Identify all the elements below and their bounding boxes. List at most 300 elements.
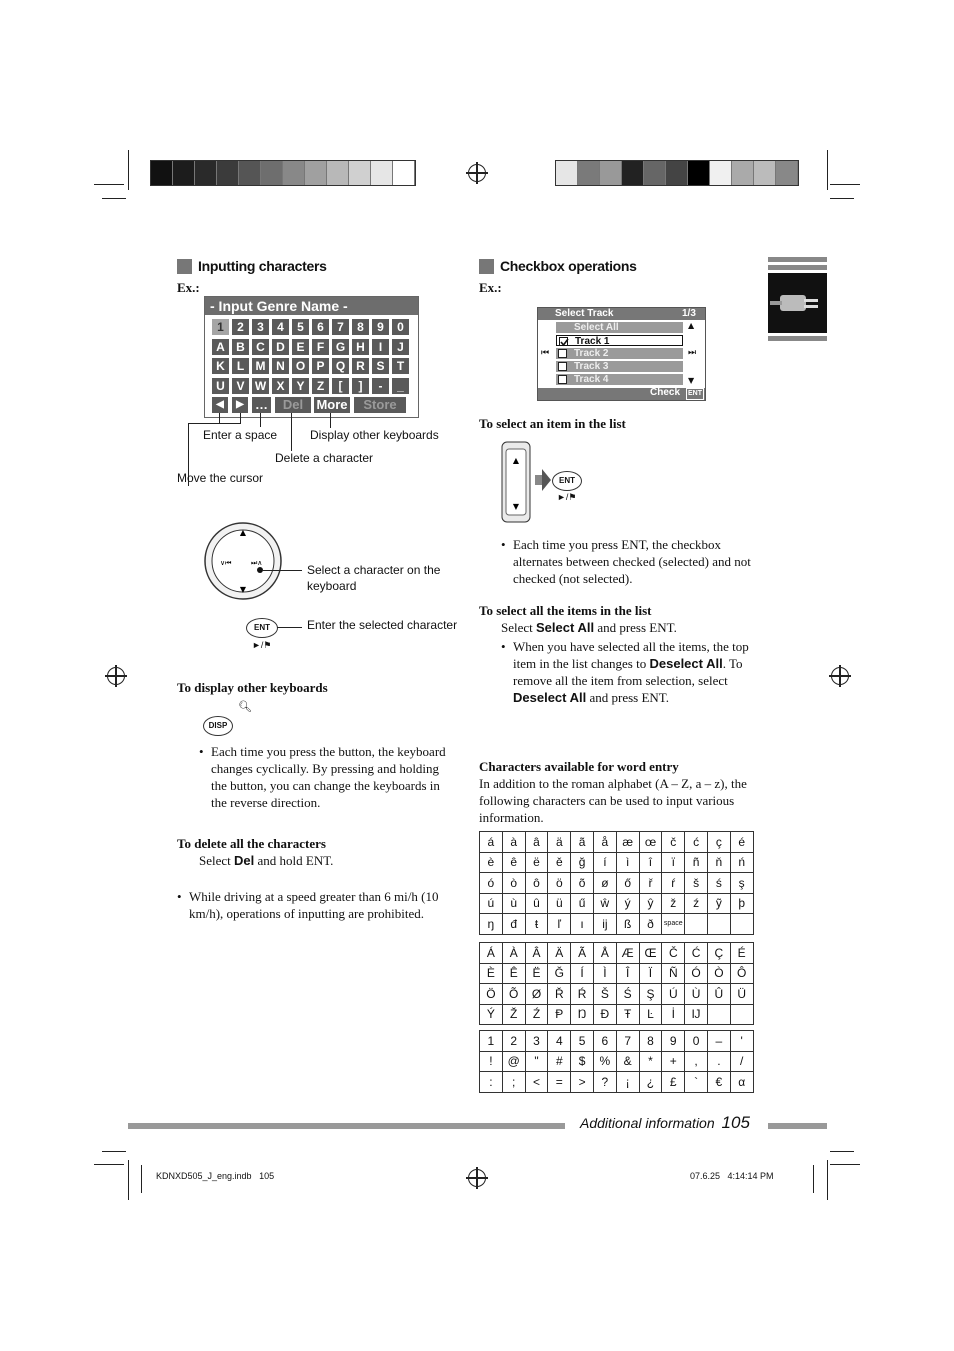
char-cell: £	[662, 1072, 685, 1093]
next-track-icon: ⏭	[688, 348, 697, 358]
char-cell: '	[730, 1031, 753, 1052]
char-cell: Ğ	[548, 963, 571, 984]
keyboard-key[interactable]: B	[232, 339, 249, 355]
callout-line	[260, 413, 261, 427]
svg-text:▲: ▲	[239, 528, 247, 537]
char-cell	[730, 1004, 753, 1025]
select-all-bullet-part: When you have selected all the items, the top item in the list changes to	[513, 639, 749, 671]
char-cell: Ĳ	[685, 1004, 708, 1025]
char-cell: Í	[571, 963, 594, 984]
heading-select-all: To select all the items in the list	[479, 603, 652, 618]
keyboard-key[interactable]: 0	[392, 319, 409, 335]
char-cell: 5	[571, 1031, 594, 1052]
delete-all-post: and hold ENT.	[254, 853, 334, 868]
char-cell: Ŧ	[616, 1004, 639, 1025]
char-cell: Ý	[480, 1004, 503, 1025]
char-cell: Õ	[502, 984, 525, 1005]
char-cell: ź	[685, 893, 708, 914]
plug-icon	[768, 273, 827, 333]
char-cell: Æ	[616, 943, 639, 964]
char-cell: :	[480, 1072, 503, 1093]
char-cell: space	[662, 914, 685, 935]
char-cell: ß	[616, 914, 639, 935]
char-cell: þ	[730, 893, 753, 914]
del-key[interactable]: Del	[275, 397, 311, 413]
bullet-dot: •	[501, 537, 506, 552]
checkbox[interactable]	[558, 362, 567, 371]
char-cell: Ŀ	[639, 1004, 662, 1025]
keyboard-key[interactable]: S	[372, 358, 389, 374]
char-cell: <	[525, 1072, 548, 1093]
section-heading-checkbox: Checkbox operations	[479, 258, 637, 274]
char-cell: Ã	[571, 943, 594, 964]
char-cell: ğ	[571, 852, 594, 873]
keyboard-key[interactable]: F	[312, 339, 329, 355]
keyboard-key[interactable]: T	[392, 358, 409, 374]
char-cell: ř	[639, 873, 662, 894]
keyboard-key[interactable]: 7	[332, 319, 349, 335]
callout-delete-char: Delete a character	[275, 451, 374, 465]
select-all-bullet	[513, 638, 758, 706]
char-cell: ì	[616, 852, 639, 873]
other-keyboards-text: Each time you press the button, the keyboard changes cyclically. By pressing and holding the button, you can change the keyboards in the reverse direction.	[211, 744, 446, 810]
char-cell: .	[707, 1051, 730, 1072]
keyboard-key[interactable]: 9	[372, 319, 389, 335]
char-table-row	[480, 852, 754, 873]
char-table-row	[480, 1051, 754, 1072]
char-cell: ĳ	[593, 914, 616, 935]
keyboard-key[interactable]: _	[392, 378, 409, 394]
char-cell: ?	[593, 1072, 616, 1093]
char-cell: Ŋ	[571, 1004, 594, 1025]
char-cell: #	[548, 1051, 571, 1072]
callout-line	[291, 413, 292, 451]
del-key-ref: Del	[234, 853, 255, 868]
char-cell	[707, 1004, 730, 1025]
char-table-lowercase	[479, 831, 754, 935]
char-cell: è	[480, 852, 503, 873]
callout-enter-selected: Enter the selected character	[307, 618, 458, 632]
char-cell: ľ	[548, 914, 571, 935]
char-cell: Ú	[662, 984, 685, 1005]
char-cell: Ç	[707, 943, 730, 964]
char-cell: ű	[571, 893, 594, 914]
char-cell: Ü	[730, 984, 753, 1005]
track-label: Track 3	[574, 361, 609, 372]
heading-chars: Characters available for word entry	[479, 759, 679, 774]
ent-sub-label: ►/⚑	[252, 640, 272, 650]
search-icon: 🔍︎	[238, 700, 252, 713]
track-label: Track 4	[574, 374, 609, 385]
screen-page: 1/3	[682, 308, 696, 319]
crop-mark	[830, 1164, 860, 1165]
char-cell: ỹ	[707, 893, 730, 914]
char-cell: à	[502, 832, 525, 853]
keyboard-key[interactable]: M	[252, 358, 269, 374]
bullet-dot: •	[199, 744, 204, 759]
char-cell: ŷ	[639, 893, 662, 914]
char-cell: ü	[548, 893, 571, 914]
footer-section-text: Additional information	[580, 1115, 715, 1131]
char-cell: Û	[707, 984, 730, 1005]
crop-mark	[141, 1165, 142, 1193]
space-key[interactable]: …	[252, 397, 271, 413]
cursor-left-key[interactable]: ◀	[212, 397, 228, 413]
callout-line	[219, 423, 241, 424]
keyboard-key[interactable]: R	[352, 358, 369, 374]
keyboard-key[interactable]: Q	[332, 358, 349, 374]
char-cell: ô	[525, 873, 548, 894]
ent-button-icon: ENT	[552, 471, 582, 491]
svg-text:⏭∧: ⏭∧	[251, 559, 263, 567]
keyboard-key[interactable]: [	[332, 378, 349, 394]
callout-line	[262, 570, 302, 571]
char-cell: ň	[707, 852, 730, 873]
select-all-pre: Select	[501, 620, 537, 635]
char-cell: >	[571, 1072, 594, 1093]
char-table-row	[480, 984, 754, 1005]
crop-mark	[827, 1160, 828, 1200]
select-all-row[interactable]	[556, 322, 683, 333]
char-cell: ý	[616, 893, 639, 914]
keyboard-key[interactable]: C	[252, 339, 269, 355]
char-cell: í	[593, 852, 616, 873]
char-cell: ø	[593, 873, 616, 894]
keyboard-key[interactable]: 6	[312, 319, 329, 335]
keyboard-key[interactable]: P	[312, 358, 329, 374]
ex-label: Ex.:	[479, 280, 502, 295]
track-label: Track 2	[574, 348, 609, 359]
char-table-row	[480, 943, 754, 964]
crop-mark	[94, 1164, 124, 1165]
char-cell: È	[480, 963, 503, 984]
crop-mark	[128, 150, 129, 190]
callout-enter-space: Enter a space	[203, 428, 278, 442]
char-cell: š	[685, 873, 708, 894]
keyboard-key[interactable]: A	[212, 339, 229, 355]
char-cell: 7	[616, 1031, 639, 1052]
chars-text: In addition to the roman alphabet (A – Z, a – z), the following characters can be used to input various information.	[479, 776, 747, 825]
ent-icon-label: ENT	[688, 390, 702, 397]
keyboard-key[interactable]: V	[232, 378, 249, 394]
control-dial-icon	[203, 521, 283, 601]
char-cell: ¡	[616, 1072, 639, 1093]
char-cell: Ä	[548, 943, 571, 964]
keyboard-key[interactable]: O	[292, 358, 309, 374]
keyboard-key[interactable]: -	[372, 378, 389, 394]
callout-display-other: Display other keyboards	[310, 428, 439, 442]
crop-mark	[102, 198, 126, 199]
char-table-row	[480, 963, 754, 984]
crop-mark	[94, 184, 124, 185]
char-cell: ñ	[685, 852, 708, 873]
char-cell: @	[502, 1051, 525, 1072]
char-table-row	[480, 893, 754, 914]
footer-section-label	[580, 1113, 750, 1133]
track-row[interactable]	[556, 335, 683, 346]
char-cell: &	[616, 1051, 639, 1072]
scroll-control-icon	[501, 441, 531, 525]
screen-title: Select Track	[555, 308, 614, 319]
callout-line	[188, 423, 220, 424]
char-cell: 6	[593, 1031, 616, 1052]
char-cell: ŵ	[593, 893, 616, 914]
crop-mark	[830, 198, 854, 199]
registration-mark-icon	[468, 164, 486, 182]
char-cell: 2	[502, 1031, 525, 1052]
char-cell: Ê	[502, 963, 525, 984]
char-cell: 4	[548, 1031, 571, 1052]
svg-text:▲: ▲	[512, 456, 520, 465]
char-cell: ;	[502, 1072, 525, 1093]
char-cell: ş	[730, 873, 753, 894]
char-cell: ŧ	[525, 914, 548, 935]
char-table-row	[480, 1072, 754, 1093]
char-cell: €	[707, 1072, 730, 1093]
char-cell: 1	[480, 1031, 503, 1052]
char-cell: ã	[571, 832, 594, 853]
char-cell: ù	[502, 893, 525, 914]
char-cell: đ	[502, 914, 525, 935]
select-track-screen	[537, 307, 706, 401]
callout-line	[330, 413, 331, 428]
char-cell: á	[480, 832, 503, 853]
select-all-key-ref: Select All	[536, 620, 595, 635]
keyboard-key[interactable]: 3	[252, 319, 269, 335]
select-all-post: and press ENT.	[594, 620, 677, 635]
char-cell: Ᵽ	[548, 1004, 571, 1025]
bullet-dot: •	[177, 889, 182, 904]
keyboard-key[interactable]: H	[352, 339, 369, 355]
crop-mark	[827, 150, 828, 190]
char-cell: Ö	[480, 984, 503, 1005]
char-cell: Ô	[730, 963, 753, 984]
char-cell: À	[502, 943, 525, 964]
char-cell: å	[593, 832, 616, 853]
select-all-label: Select All	[574, 322, 619, 333]
callout-select-char: Select a character on the keyboard	[307, 563, 441, 593]
char-cell: Š	[593, 984, 616, 1005]
char-table-symbols	[479, 1030, 754, 1093]
svg-text:▼: ▼	[512, 502, 520, 511]
char-cell: î	[639, 852, 662, 873]
char-cell: Œ	[639, 943, 662, 964]
ent-icon	[686, 388, 704, 400]
char-cell: œ	[639, 832, 662, 853]
char-cell: ð	[639, 914, 662, 935]
char-cell	[707, 914, 730, 935]
char-cell: ë	[525, 852, 548, 873]
keyboard-key[interactable]: G	[332, 339, 349, 355]
svg-text:∨⏮: ∨⏮	[220, 559, 232, 567]
keyboard-key[interactable]: K	[212, 358, 229, 374]
track-row[interactable]	[556, 361, 683, 372]
checkbox[interactable]	[558, 349, 567, 358]
char-cell: é	[730, 832, 753, 853]
keyboard-title: - Input Genre Name -	[205, 297, 418, 315]
footer-bar-right	[768, 1123, 827, 1129]
disp-label: DISP	[208, 721, 228, 730]
checkbox-checked[interactable]	[559, 337, 568, 346]
char-cell: ő	[616, 873, 639, 894]
keyboard-key[interactable]: 4	[272, 319, 289, 335]
char-table-row	[480, 873, 754, 894]
keyboard-key[interactable]: 2	[232, 319, 249, 335]
callout-move-cursor: Move the cursor	[177, 471, 264, 485]
char-cell: 3	[525, 1031, 548, 1052]
char-table-row	[480, 1004, 754, 1025]
checkbox[interactable]	[558, 375, 567, 384]
char-cell	[730, 914, 753, 935]
char-cell: Ó	[685, 963, 708, 984]
char-cell: Ø	[525, 984, 548, 1005]
char-cell: Ë	[525, 963, 548, 984]
color-bar-left	[150, 160, 416, 186]
store-key[interactable]: Store	[354, 397, 406, 413]
char-cell: ¿	[639, 1072, 662, 1093]
char-cell: Ž	[502, 1004, 525, 1025]
char-cell: ê	[502, 852, 525, 873]
char-cell: Ò	[707, 963, 730, 984]
registration-mark-icon	[468, 1169, 486, 1187]
char-cell: Ñ	[662, 963, 685, 984]
driving-warning-text: While driving at a speed greater than 6 mi/h (10 km/h), operations of inputting are prohibited.	[189, 889, 439, 921]
char-cell: Ź	[525, 1004, 548, 1025]
char-cell: æ	[616, 832, 639, 853]
svg-text:▼: ▼	[239, 585, 247, 594]
registration-mark-icon	[107, 667, 125, 685]
char-cell: ž	[662, 893, 685, 914]
keyboard-key[interactable]: Z	[312, 378, 329, 394]
keyboard-key[interactable]: D	[272, 339, 289, 355]
char-cell: ń	[730, 852, 753, 873]
section-heading-inputting: Inputting characters	[177, 258, 327, 274]
delete-all-pre: Select	[199, 853, 235, 868]
char-cell: č	[662, 832, 685, 853]
keyboard-key[interactable]: Y	[292, 378, 309, 394]
char-cell: Č	[662, 943, 685, 964]
keyboard-screen	[204, 296, 419, 418]
char-cell: "	[525, 1051, 548, 1072]
char-cell: =	[548, 1072, 571, 1093]
char-cell: Ŕ	[571, 984, 594, 1005]
char-cell: ö	[548, 873, 571, 894]
char-table-row	[480, 832, 754, 853]
char-table-uppercase	[479, 942, 754, 1025]
char-cell: ,	[685, 1051, 708, 1072]
char-cell: Å	[593, 943, 616, 964]
heading-other-keyboards: To display other keyboards	[177, 680, 328, 695]
deselect-all-key-ref: Deselect All	[513, 690, 587, 705]
char-cell: ŋ	[480, 914, 503, 935]
track-row[interactable]	[556, 374, 683, 385]
char-cell: Ć	[685, 943, 708, 964]
crop-mark	[102, 1151, 126, 1152]
keyboard-key[interactable]: 8	[352, 319, 369, 335]
arrow-right-icon	[535, 469, 551, 496]
char-cell: É	[730, 943, 753, 964]
track-row[interactable]	[556, 348, 683, 359]
select-all-text	[501, 619, 677, 636]
crop-mark	[830, 1151, 854, 1152]
char-cell: ó	[480, 873, 503, 894]
char-cell: â	[525, 832, 548, 853]
footer-bar-left	[128, 1123, 565, 1129]
crop-mark	[813, 1165, 814, 1193]
char-cell: ś	[707, 873, 730, 894]
page-number: 105	[721, 1113, 750, 1132]
keyboard-key[interactable]: 1	[212, 319, 229, 335]
char-cell: Ù	[685, 984, 708, 1005]
char-cell: *	[639, 1051, 662, 1072]
file-info: KDNXD505_J_eng.indb 105	[156, 1171, 275, 1181]
keyboard-key[interactable]: X	[272, 378, 289, 394]
char-cell: +	[662, 1051, 685, 1072]
char-cell: ç	[707, 832, 730, 853]
char-cell: ŕ	[662, 873, 685, 894]
track-label: Track 1	[575, 336, 610, 347]
delete-all-text	[199, 852, 333, 869]
select-all-bullet-part: . To remove all the item from selection, select	[513, 656, 743, 688]
keyboard-key[interactable]: 5	[292, 319, 309, 335]
keyboard-key[interactable]: U	[212, 378, 229, 394]
char-cell: Đ	[593, 1004, 616, 1025]
char-cell: ú	[480, 893, 503, 914]
cursor-right-key[interactable]: ▶	[232, 397, 248, 413]
keyboard-key[interactable]: L	[232, 358, 249, 374]
char-cell: 9	[662, 1031, 685, 1052]
char-cell: `	[685, 1072, 708, 1093]
char-cell: !	[480, 1051, 503, 1072]
crop-mark	[830, 184, 860, 185]
ent-label: ENT	[254, 623, 270, 632]
select-item-text: Each time you press ENT, the checkbox alternates between checked (selected) and not checked (not selected).	[513, 537, 751, 586]
heading-select-item: To select an item in the list	[479, 416, 626, 431]
ex-label: Ex.:	[177, 280, 200, 295]
scroll-up-icon: ▲	[688, 321, 695, 330]
keyboard-key[interactable]: I	[372, 339, 389, 355]
keyboard-key[interactable]: J	[392, 339, 409, 355]
keyboard-key[interactable]: ]	[352, 378, 369, 394]
more-key[interactable]: More	[314, 397, 350, 413]
char-cell: –	[707, 1031, 730, 1052]
char-cell: Ì	[593, 963, 616, 984]
char-cell: 0	[685, 1031, 708, 1052]
char-cell: 8	[639, 1031, 662, 1052]
char-cell: Â	[525, 943, 548, 964]
char-table-row	[480, 914, 754, 935]
callout-line	[277, 627, 302, 628]
keyboard-key[interactable]: N	[272, 358, 289, 374]
char-cell: ě	[548, 852, 571, 873]
crop-mark	[128, 1160, 129, 1200]
char-cell: ı	[571, 914, 594, 935]
char-cell: /	[730, 1051, 753, 1072]
char-cell	[685, 914, 708, 935]
char-cell: α	[730, 1072, 753, 1093]
char-cell: İ	[662, 1004, 685, 1025]
char-cell: Ř	[548, 984, 571, 1005]
keyboard-key[interactable]: E	[292, 339, 309, 355]
heading-delete-all: To delete all the characters	[177, 836, 326, 851]
select-all-bullet-part: and press ENT.	[586, 690, 670, 705]
char-cell: ò	[502, 873, 525, 894]
disp-button-icon	[203, 716, 233, 736]
char-cell: $	[571, 1051, 594, 1072]
char-table-row	[480, 1031, 754, 1052]
keyboard-key[interactable]: W	[252, 378, 269, 394]
char-cell: %	[593, 1051, 616, 1072]
